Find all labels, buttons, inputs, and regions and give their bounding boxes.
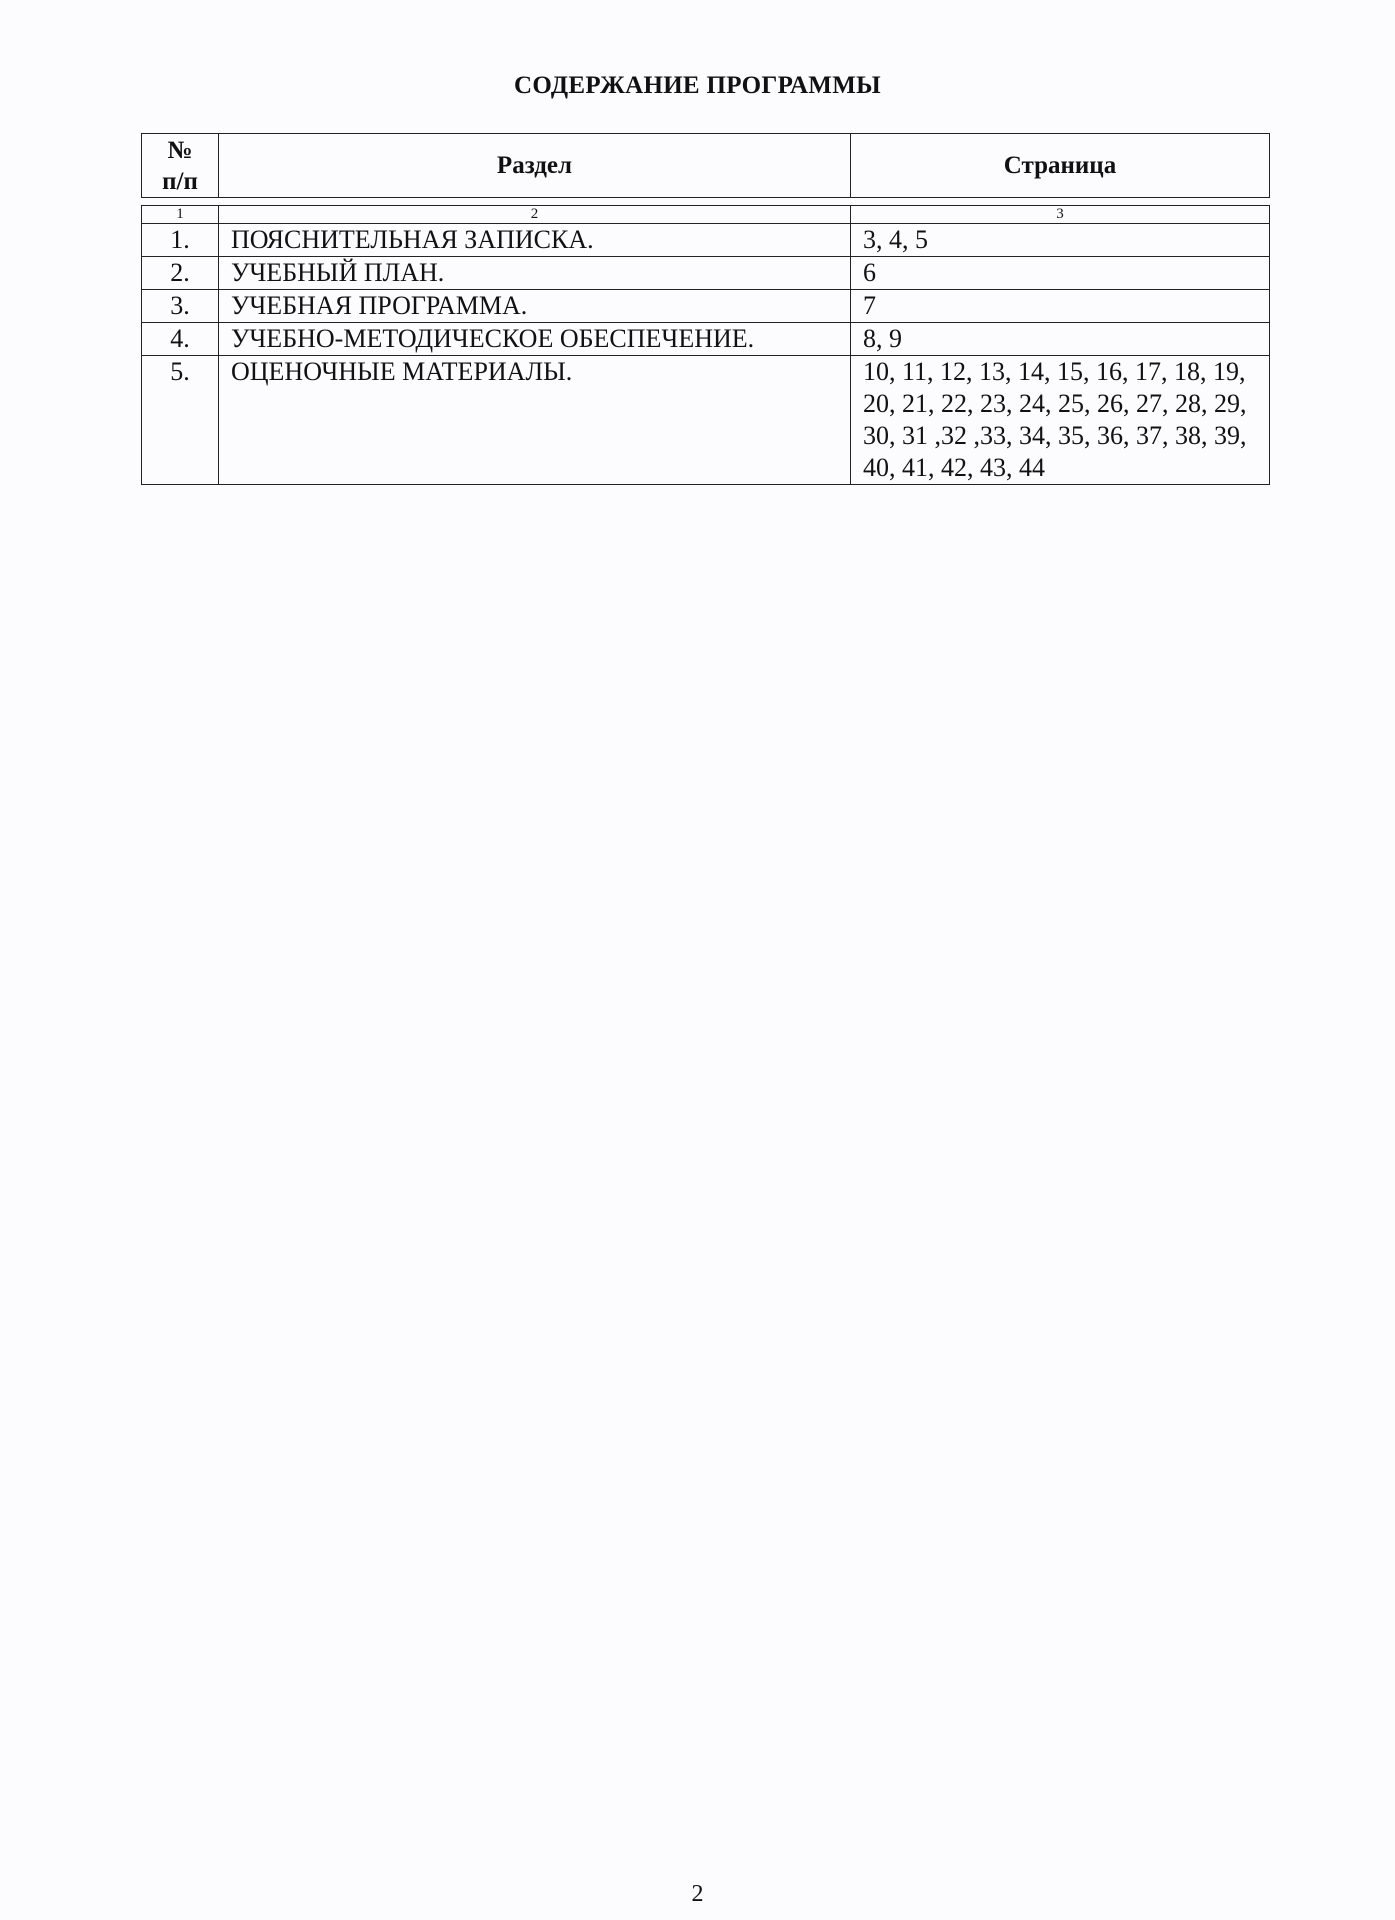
row-number: 4. — [142, 323, 219, 356]
row-pages: 10, 11, 12, 13, 14, 15, 16, 17, 18, 19, 20, 21, 22, 23, 24, 25, 26, 27, 28, 29, 30, 31 ,32 ,33, 34, 35, 36, 37, 38, 39, 40, 41, 42, 43, 44 — [851, 356, 1270, 485]
column-number: 1 — [142, 206, 219, 224]
header-row — [142, 134, 1270, 198]
column-number-row — [142, 206, 1270, 224]
header-num-cell — [142, 134, 219, 198]
row-section: УЧЕБНЫЙ ПЛАН. — [219, 257, 851, 290]
contents-header-table — [141, 133, 1270, 198]
column-number: 2 — [219, 206, 851, 224]
row-section: УЧЕБНАЯ ПРОГРАММА. — [219, 290, 851, 323]
table-row — [142, 290, 1270, 323]
header-page-cell: Страница — [851, 134, 1270, 198]
page-title: СОДЕРЖАНИЕ ПРОГРАММЫ — [514, 72, 881, 99]
header-num-symbol: № — [167, 136, 193, 164]
row-section: ПОЯСНИТЕЛЬНАЯ ЗАПИСКА. — [219, 224, 851, 257]
row-section: УЧЕБНО-МЕТОДИЧЕСКОЕ ОБЕСПЕЧЕНИЕ. — [219, 323, 851, 356]
row-number: 3. — [142, 290, 219, 323]
row-section: ОЦЕНОЧНЫЕ МАТЕРИАЛЫ. — [219, 356, 851, 485]
header-num-abbrev: п/п — [162, 167, 198, 195]
table-row — [142, 356, 1270, 485]
page-number: 2 — [691, 1881, 704, 1907]
contents-table — [141, 205, 1270, 485]
table-row — [142, 323, 1270, 356]
row-number: 2. — [142, 257, 219, 290]
column-number: 3 — [851, 206, 1270, 224]
row-pages: 3, 4, 5 — [851, 224, 1270, 257]
table-row — [142, 257, 1270, 290]
row-number: 5. — [142, 356, 219, 485]
row-pages: 6 — [851, 257, 1270, 290]
header-section-cell: Раздел — [219, 134, 851, 198]
row-pages: 7 — [851, 290, 1270, 323]
table-row — [142, 224, 1270, 257]
row-number: 1. — [142, 224, 219, 257]
row-pages: 8, 9 — [851, 323, 1270, 356]
